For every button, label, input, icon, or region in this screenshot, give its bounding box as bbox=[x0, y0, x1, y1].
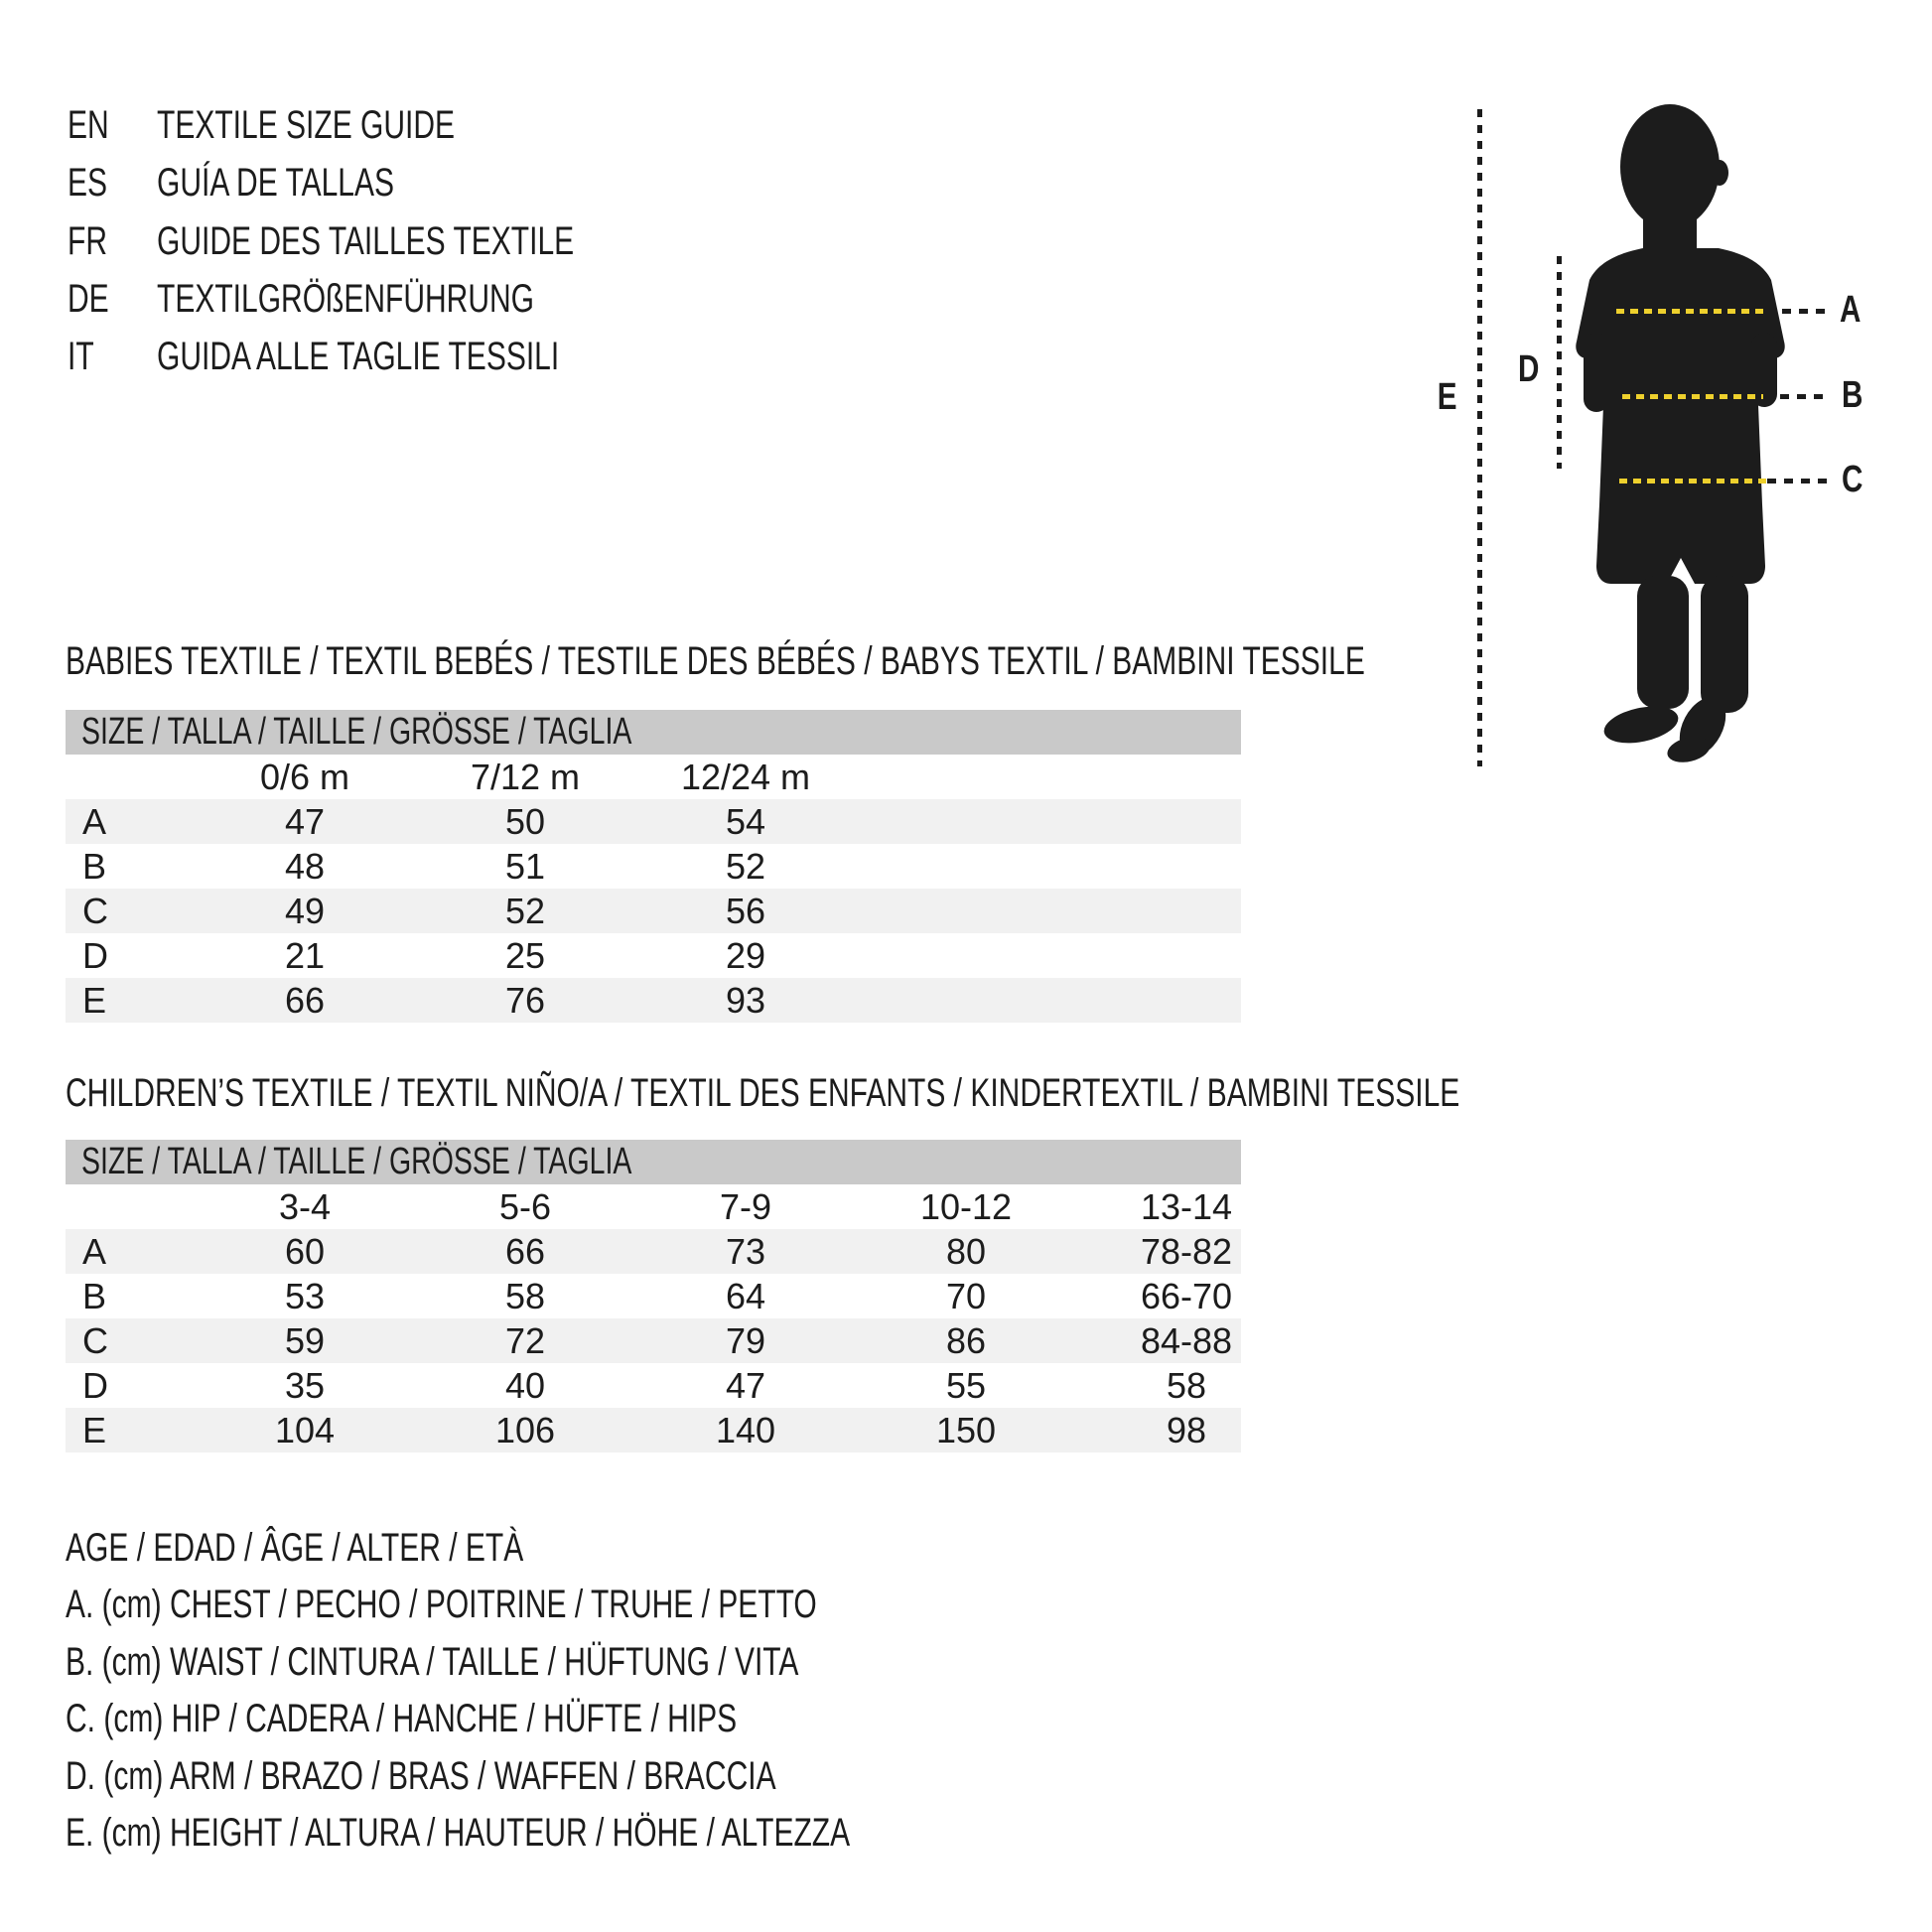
size-cell: 86 bbox=[945, 1320, 987, 1361]
size-cell: 29 bbox=[725, 935, 766, 976]
size-cell: 47 bbox=[725, 1365, 766, 1406]
size-cell: 47 bbox=[284, 801, 326, 842]
language-row bbox=[68, 270, 713, 328]
column-header: 10-12 bbox=[919, 1186, 1013, 1227]
legend-line-waist: B. (cm) WAIST / CINTURA / TAILLE / HÜFTUNG / VITA bbox=[66, 1639, 799, 1684]
children-section-title: CHILDREN’S TEXTILE / TEXTIL NIÑO/A / TEXTIL DES ENFANTS / KINDERTEXTIL / BAMBINI TESSILE bbox=[66, 1071, 1460, 1115]
size-cell: 104 bbox=[274, 1410, 336, 1450]
size-cell: 58 bbox=[504, 1276, 546, 1316]
language-code: DE bbox=[68, 276, 109, 321]
column-header: 5-6 bbox=[498, 1186, 552, 1227]
legend-line-hip: C. (cm) HIP / CADERA / HANCHE / HÜFTE / HIPS bbox=[66, 1697, 738, 1741]
size-cell: 52 bbox=[725, 846, 766, 887]
size-cell: 84-88 bbox=[1140, 1320, 1233, 1361]
language-title: GUÍA DE TALLAS bbox=[157, 161, 394, 206]
size-cell: 50 bbox=[504, 801, 546, 842]
language-row bbox=[68, 154, 713, 211]
table-row bbox=[66, 844, 1241, 889]
column-header: 7-9 bbox=[719, 1186, 772, 1227]
size-cell: 52 bbox=[504, 891, 546, 931]
legend-line-arm: D. (cm) ARM / BRAZO / BRAS / WAFFEN / BRACCIA bbox=[66, 1753, 776, 1798]
table-row bbox=[66, 978, 1241, 1023]
row-label: D bbox=[82, 1365, 108, 1406]
size-cell: 40 bbox=[504, 1365, 546, 1406]
babies-section-title: BABIES TEXTILE / TEXTIL BEBÉS / TESTILE DES BÉBÉS / BABYS TEXTIL / BAMBINI TESSILE bbox=[66, 639, 1365, 683]
arm-measure-line-d bbox=[1557, 256, 1562, 469]
row-label: B bbox=[82, 1276, 107, 1316]
size-cell: 49 bbox=[284, 891, 326, 931]
size-cell: 56 bbox=[725, 891, 766, 931]
language-row bbox=[68, 328, 713, 385]
language-row bbox=[68, 212, 713, 270]
table-row bbox=[66, 1408, 1241, 1452]
hip-measure-line-c bbox=[1619, 479, 1767, 483]
language-code: ES bbox=[68, 161, 108, 206]
size-cell: 54 bbox=[725, 801, 766, 842]
children-size-table bbox=[66, 1140, 1241, 1452]
size-cell: 66 bbox=[504, 1231, 546, 1272]
row-label: A bbox=[82, 1231, 107, 1272]
measurement-legend bbox=[66, 1520, 1111, 1862]
table-row bbox=[66, 889, 1241, 933]
size-cell: 140 bbox=[715, 1410, 776, 1450]
size-cell: 79 bbox=[725, 1320, 766, 1361]
table-row bbox=[66, 1229, 1241, 1274]
size-header-bar: SIZE / TALLA / TAILLE / GRÖSSE / TAGLIA bbox=[66, 1140, 1241, 1184]
silhouette-ear bbox=[1711, 160, 1728, 186]
size-header-bar: SIZE / TALLA / TAILLE / GRÖSSE / TAGLIA bbox=[66, 710, 1241, 755]
table-row bbox=[66, 933, 1241, 978]
row-label: A bbox=[82, 801, 107, 842]
babies-column-header-row bbox=[66, 755, 1241, 799]
column-header: 7/12 m bbox=[470, 757, 581, 797]
language-code: FR bbox=[68, 218, 107, 263]
row-label: E bbox=[82, 980, 107, 1021]
size-cell: 58 bbox=[1166, 1365, 1207, 1406]
chest-leader-line-a bbox=[1765, 309, 1827, 314]
language-title: TEXTILE SIZE GUIDE bbox=[157, 103, 456, 147]
row-label: B bbox=[82, 846, 107, 887]
waist-measure-line-b bbox=[1622, 394, 1763, 399]
column-header: 13-14 bbox=[1140, 1186, 1233, 1227]
figure-marker-b: B bbox=[1842, 374, 1863, 416]
size-cell: 48 bbox=[284, 846, 326, 887]
silhouette-left-arm bbox=[1584, 333, 1609, 412]
column-header: 12/24 m bbox=[680, 757, 811, 797]
size-cell: 35 bbox=[284, 1365, 326, 1406]
size-cell: 72 bbox=[504, 1320, 546, 1361]
language-title: TEXTILGRÖßENFÜHRUNG bbox=[157, 276, 535, 321]
size-cell: 53 bbox=[284, 1276, 326, 1316]
silhouette-shorts bbox=[1596, 504, 1765, 584]
language-title: GUIDA ALLE TAGLIE TESSILI bbox=[157, 335, 560, 378]
children-column-header-row bbox=[66, 1184, 1241, 1229]
size-cell: 60 bbox=[284, 1231, 326, 1272]
size-cell: 70 bbox=[945, 1276, 987, 1316]
language-row bbox=[68, 96, 713, 154]
size-cell: 55 bbox=[945, 1365, 987, 1406]
size-cell: 78-82 bbox=[1140, 1231, 1233, 1272]
size-cell: 106 bbox=[494, 1410, 556, 1450]
size-cell: 73 bbox=[725, 1231, 766, 1272]
size-cell: 66-70 bbox=[1140, 1276, 1233, 1316]
babies-size-table bbox=[66, 710, 1241, 1023]
size-cell: 76 bbox=[504, 980, 546, 1021]
size-cell: 80 bbox=[945, 1231, 987, 1272]
row-label: C bbox=[82, 891, 108, 931]
language-code: IT bbox=[68, 335, 94, 378]
size-cell: 51 bbox=[504, 846, 546, 887]
language-title: GUIDE DES TAILLES TEXTILE bbox=[157, 218, 575, 263]
size-cell: 98 bbox=[1166, 1410, 1207, 1450]
size-cell: 21 bbox=[284, 935, 326, 976]
row-label: C bbox=[82, 1320, 108, 1361]
waist-leader-line-b bbox=[1763, 394, 1827, 399]
table-row bbox=[66, 1274, 1241, 1318]
figure-marker-d: D bbox=[1518, 348, 1540, 390]
chest-measure-line-a bbox=[1616, 309, 1765, 314]
legend-line-chest: A. (cm) CHEST / PECHO / POITRINE / TRUHE / PETTO bbox=[66, 1583, 817, 1627]
language-title-block bbox=[68, 96, 713, 385]
size-cell: 25 bbox=[504, 935, 546, 976]
row-label: E bbox=[82, 1410, 107, 1450]
size-cell: 66 bbox=[284, 980, 326, 1021]
legend-line-age: AGE / EDAD / ÂGE / ALTER / ETÀ bbox=[66, 1526, 524, 1570]
hip-leader-line-c bbox=[1767, 479, 1827, 483]
size-cell: 64 bbox=[725, 1276, 766, 1316]
size-cell: 150 bbox=[935, 1410, 997, 1450]
size-cell: 59 bbox=[284, 1320, 326, 1361]
table-row bbox=[66, 1363, 1241, 1408]
figure-marker-a: A bbox=[1840, 289, 1862, 331]
legend-line-height: E. (cm) HEIGHT / ALTURA / HAUTEUR / HÖHE / ALTEZZA bbox=[66, 1810, 851, 1855]
column-header: 0/6 m bbox=[259, 757, 350, 797]
column-header: 3-4 bbox=[278, 1186, 332, 1227]
figure-marker-c: C bbox=[1842, 459, 1863, 500]
table-row bbox=[66, 799, 1241, 844]
figure-marker-e: E bbox=[1437, 376, 1457, 418]
language-code: EN bbox=[68, 103, 109, 147]
row-label: D bbox=[82, 935, 108, 976]
table-row bbox=[66, 1318, 1241, 1363]
size-cell: 93 bbox=[725, 980, 766, 1021]
